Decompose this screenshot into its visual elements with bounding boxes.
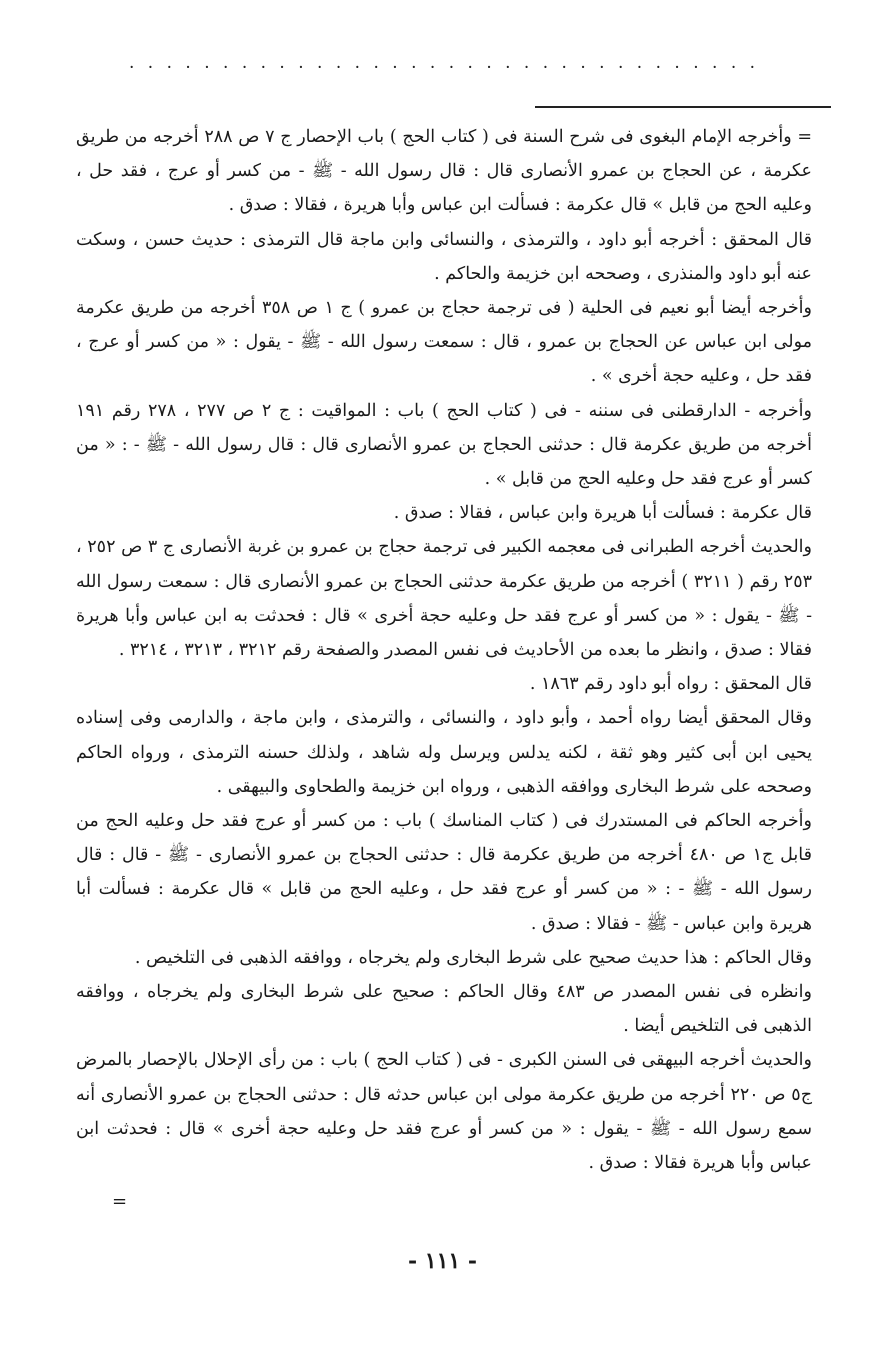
paragraph-9: وأخرجه الحاكم فى المستدرك فى ( كتاب المناسك ) باب : من كسر أو عرج فقد حل وعليه الحج من قابل ج١ ص ٤٨٠ أخرجه من طريق عكرمة قال : حدثنى الحجاج بن عمرو الأنصارى - ﷺ - قال : قال رسول الله - ﷺ - : « من كسر أو عرج فقد حل ، وعليه الحج من قابل » قال عكرمة : فسألت أبا هريرة وابن عباس - ﷺ - فقالا : صدق . bbox=[76, 811, 812, 934]
paragraph-6: والحديث أخرجه الطبرانى فى معجمه الكبير فى ترجمة حجاج بن عمرو بن غربة الأنصارى ج ٣ ص ٢٥٢ ، ٢٥٣ رقم ( ٣٢١١ ) أخرجه من طريق عكرمة حدثنى الحجاج بن عمرو الأنصارى قال : سمعت رسول الله - ﷺ - يقول : « من كسر أو عرج فقد حل وعليه حجة أخرى » قال : فحدثت به ابن عباس وأبا هريرة فقالا : صدق ، وانظر ما بعده من الأحاديث فى نفس المصدر والصفحة رقم ٣٢١٢ ، ٣٢١٣ ، ٣٢١٤ . bbox=[76, 537, 812, 661]
paragraph-12: والحديث أخرجه البيهقى فى السنن الكبرى - فى ( كتاب الحج ) باب : من رأى الإحلال بالإحصار بالمرض ج٥ ص ٢٢٠ أخرجه من طريق عكرمة مولى ابن عباس حدثه قال : حدثنى الحجاج بن عمرو الأنصارى أنه سمع رسول الله - ﷺ - يقول : « من كسر أو عرج فقد حل وعليه حجة أخرى » قال : فحدثت ابن عباس وأبا هريرة فقالا : صدق . bbox=[76, 1050, 812, 1174]
paragraph-1: = وأخرجه الإمام البغوى فى شرح السنة فى ( كتاب الحج ) باب الإحصار ج ٧ ص ٢٨٨ أخرجه من طريق عكرمة ، عن الحجاج بن عمرو الأنصارى قال : قال رسول الله - ﷺ - من كسر أو عرج ، فقد حل ، وعليه الحج من قابل » قال عكرمة : فسألت ابن عباس وأبا هريرة ، فقالا : صدق . bbox=[76, 127, 812, 216]
paragraph-10: وقال الحاكم : هذا حديث صحيح على شرط البخارى ولم يخرجاه ، ووافقه الذهبى فى التلخيص . bbox=[134, 947, 812, 968]
paragraph-8: وقال المحقق أيضا رواه أحمد ، وأبو داود ، والنسائى ، والترمذى ، وابن ماجة ، والدارمى وفى إسناده يحيى ابن أبى كثير وهو ثقة ، لكنه يدلس ويرسل وله شاهد ، ولذلك حسنه الترمذى ، ورواه الحاكم وصححه على شرط البخارى ووافقه الذهبى ، ورواه ابن خزيمة والطحاوى والبيهقى . bbox=[76, 708, 812, 797]
page-number: - ١١١ - bbox=[407, 1248, 478, 1274]
paragraph-2: قال المحقق : أخرجه أبو داود ، والترمذى ، والنسائى وابن ماجة قال الترمذى : حديث حسن ، وسكت عنه أبو داود والمنذرى ، وصححه ابن خزيمة والحاكم . bbox=[76, 229, 812, 284]
footnote-body bbox=[76, 120, 812, 1180]
header-dots: · · · · · · · · · · · · · · · · · · · · · · · · · · · · · · · · · · bbox=[128, 58, 760, 78]
paragraph-3: وأخرجه أيضا أبو نعيم فى الحلية ( فى ترجمة حجاج بن عمرو ) ج ١ ص ٣٥٨ أخرجه من طريق عكرمة مولى ابن عباس عن الحجاج بن عمرو ، قال : سمعت رسول الله - ﷺ - يقول : « من كسر أو عرج ، فقد حل ، وعليه حجة أخرى » . bbox=[76, 298, 812, 387]
paragraph-5: قال عكرمة : فسألت أبا هريرة وابن عباس ، فقالا : صدق . bbox=[393, 503, 812, 524]
paragraph-4: وأخرجه - الدارقطنى فى سننه - فى ( كتاب الحج ) باب : المواقيت : ج ٢ ص ٢٧٧ ، ٢٧٨ رقم ١٩١ أخرجه من طريق عكرمة قال : حدثنى الحجاج بن عمرو الأنصارى قال : قال رسول الله - ﷺ - : « من كسر أو عرج فقد حل وعليه الحج من قابل » . bbox=[76, 400, 812, 490]
footnote-rule bbox=[535, 106, 831, 108]
paragraph-7: قال المحقق : رواه أبو داود رقم ١٨٦٣ . bbox=[529, 674, 812, 695]
paragraph-11: وانظره فى نفس المصدر ص ٤٨٣ وقال الحاكم : صحيح على شرط البخارى ولم يخرجاه ، ووافقه الذهبى فى التلخيص أيضا . bbox=[76, 982, 812, 1037]
continuation-mark: = bbox=[112, 1191, 128, 1212]
